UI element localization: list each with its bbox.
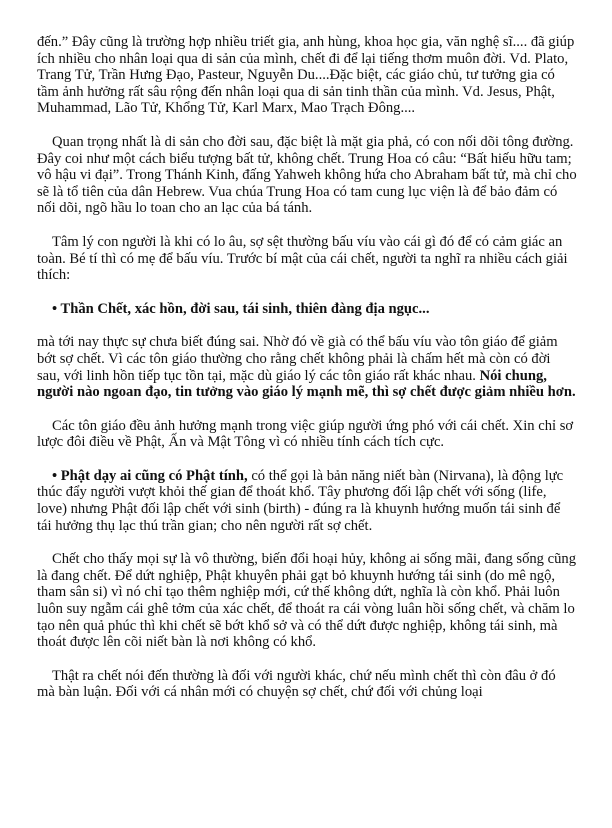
paragraph-religions-intro <box>37 418 577 451</box>
bullet-lead-text: • Phật dạy ai cũng có Phật tính, <box>52 467 248 484</box>
paragraph-text: Chết cho thấy mọi sự là vô thường, biến đổi hoại hủy, không ai sống mãi, đang sống cũng là đang chết. Để dứt nghiệp, Phật khuyên phải gạt bỏ khuynh hướng tái sinh (do mê ngộ, tham sân si) vì nó chỉ tạo thêm nghiệp mới, cứ thế không dứt, nghĩa là còn khổ. Phải luôn luôn suy ngẫm cái ghê tởm của xác chết, để thoát ra cái vòng luân hồi sống chết, và chăm lo tạo nên quả phúc thì khi chết sẽ bớt khổ sở và có thể dứt được nghiệp, không tái sinh, mà thoát được lên cõi niết bàn là nơi không có khổ. <box>37 551 576 651</box>
paragraph-text: Tâm lý con người là khi có lo âu, sợ sệt thường bấu víu vào cái gì đó để có cảm giác an toàn. Bé tí thì có mẹ để bấu víu. Trước bí mật của cái chết, người ta nghĩ ra nhiều cách giải thích: <box>37 233 568 284</box>
paragraph-text: Thật ra chết nói đến thường là đối với người khác, chứ nếu mình chết thì còn đâu ở đó mà bàn luận. Đối với cá nhân mới có chuyện sợ chết, chứ đối với chủng loại <box>37 667 556 701</box>
paragraph-text: đến.” Đây cũng là trường hợp nhiều triết gia, anh hùng, khoa học gia, văn nghệ sĩ.... đã giúp ích nhiều cho nhân loại qua di sản của mình, chết đi để lại tiếng thơm muôn đời. Vd. Plato, Trang Tử, Trần Hưng Đạo, Pasteur, Nguyễn Du....Đặc biệt, các giáo chủ, tư tưởng gia có tầm ảnh hưởng rất sâu rộng đến nhân loại qua di sản tinh thần của mình. Vd. Jesus, Phật, Muhammad, Lão Tử, Khổng Tử, Karl Marx, Mao Trạch Đông.... <box>37 34 575 117</box>
paragraph-psychology <box>37 234 577 284</box>
bullet-death-concepts <box>37 301 577 318</box>
bullet-buddha-nature <box>37 468 577 534</box>
paragraph-text: Quan trọng nhất là di sản cho đời sau, đặc biệt là mặt gia phả, có con nối dõi tông đường. Đây coi như một cách biểu tượng bất tử, không chết. Trung Hoa có câu: “Bất hiếu hữu tam; vô hậu vi đại”. Trong Thánh Kinh, đấng Yahweh không hứa cho Abraham bất tử, mà chỉ cho sẽ là tổ tiên của dân Hebrew. Vua chúa Trung Hoa có tam cung lục viện là để bảo đảm có nối dõi, ngõ hầu lo toan cho an lạc của bá tánh. <box>37 133 577 217</box>
paragraph-text: mà tới nay thực sự chưa biết đúng sai. Nhờ đó về già có thể bấu víu vào tôn giáo để giảm bớt sợ chết. Vì các tôn giáo thường cho rằng chết không phải là chấm hết mà còn có đời sau, với linh hồn tiếp tục tồn tại, mặc dù giáo lý các tôn giáo rất khác nhau. <box>37 334 558 384</box>
paragraph-lineage <box>37 134 577 217</box>
paragraph-death-discussion <box>37 668 577 701</box>
paragraph-religion-comfort <box>37 334 577 400</box>
paragraph-text: Các tôn giáo đều ảnh hưởng mạnh trong việc giúp người ứng phó với cái chết. Xin chỉ sơ lược đôi điều về Phật, Ấn và Mật Tông vì có nhiều tính cách tích cực. <box>37 417 574 451</box>
paragraph-legacy-examples <box>37 34 577 117</box>
page-body <box>37 34 577 701</box>
paragraph-impermanence <box>37 551 577 651</box>
emphasis-text: Nói chung, người nào ngoan đạo, tin tưởng vào giáo lý mạnh mẽ, thì sợ chết được giảm nhiều hơn. <box>37 367 576 401</box>
bullet-text: • Thần Chết, xác hồn, đời sau, tái sinh, thiên đàng địa ngục... <box>52 300 430 317</box>
paragraph-text: có thể gọi là bản năng niết bàn (Nirvana), là động lực thúc đẩy người vượt khỏi thế gian để thoát khổ. Tây phương đối lập chết với sống (life, love) nhưng Phật đối lập chết với sinh (birth) - đúng ra là khuynh hướng muốn tái sinh để tái hưởng thụ lạc thú trần gian; cho nên người rất sợ chết. <box>37 467 564 534</box>
